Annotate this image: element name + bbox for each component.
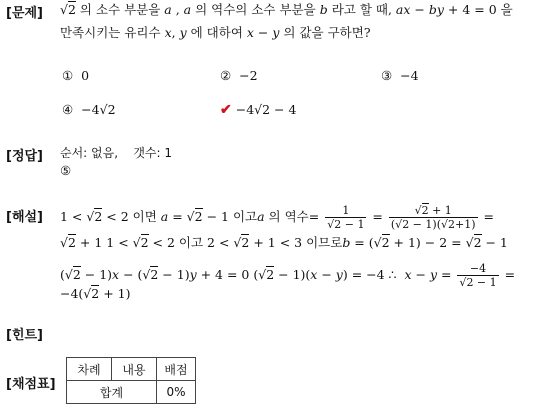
answer-meta (60, 145, 172, 161)
problem-label: [문제] (6, 6, 43, 21)
table-row (67, 381, 196, 404)
option-2[interactable]: ② −2 (220, 68, 258, 83)
problem-text-4: 을 (500, 2, 513, 17)
problem-text-7: 의 값을 구하면? (283, 25, 371, 40)
answer-value: ⑤ (60, 163, 72, 178)
solution-line-2: √2 + 1 1 < √2 < 2 이고 2 < √2 + 1 < 3 이므로b = (√2 + 1) − 2 = √2 − 1 (60, 235, 508, 250)
header-order: 차례 (67, 358, 112, 381)
hint-label: [힌트] (6, 328, 43, 343)
fraction-reciprocal: $\frac{1}{√2 - 1}$ (327, 204, 365, 231)
total-value: 0% (157, 381, 196, 404)
problem-line-1: √2 의 소수 부분을 a , a 의 역수의 소수 부분을 b 라고 할 때, ax − by + 4 = 0 을 (60, 2, 513, 17)
problem-text-5: 만족시키는 유리수 (60, 25, 161, 40)
answer-label: [정답] (6, 149, 43, 164)
score-table (66, 357, 196, 404)
solution-line-3: (√2 − 1)x − (√2 − 1)y + 4 = 0 (√2 − 1)(x − y) = −4 ∴ x − y = $\frac{-4}{√2 - 1}$ = (60, 262, 516, 289)
total-label: 합계 (67, 381, 157, 404)
header-content: 내용 (112, 358, 157, 381)
fraction-result: $\frac{-4}{√2 - 1}$ (459, 262, 497, 289)
checkmark-icon: ✔ (220, 102, 232, 118)
header-points: 배점 (157, 358, 196, 381)
problem-text-2: 의 역수의 소수 부분을 (195, 2, 316, 17)
table-row (67, 358, 196, 381)
answer-count: 갯수: 1 (133, 146, 172, 160)
option-3[interactable]: ③ −4 (381, 68, 419, 83)
problem-text-3: 라고 할 때, (331, 2, 392, 17)
problem-line-2: 만족시키는 유리수 x, y 에 대하여 x − y 의 값을 구하면? (60, 25, 371, 40)
score-label: [채점표] (6, 377, 56, 392)
answer-order: 순서: 없음, (60, 146, 119, 160)
solution-label: [해설] (6, 210, 43, 225)
problem-text-1: 의 소수 부분을 (79, 2, 161, 17)
option-5[interactable]: ✔ −4√2 − 4 (220, 102, 297, 118)
problem-text-6: 에 대하여 (190, 25, 243, 40)
solution-line-1: 1 < √2 < 2 이면 a = √2 − 1 이고a 의 역수= $\frac{1}{√2 - 1}$ = $\frac{√2 + 1}{(√2 - 1)(√2+1)}$ = (60, 204, 494, 231)
fraction-rationalized: $\frac{√2 + 1}{(√2 - 1)(√2+1)}$ (390, 204, 476, 231)
option-4[interactable]: ④ −4√2 (62, 102, 116, 117)
option-1[interactable]: ① 0 (62, 68, 90, 83)
solution-line-4: −4(√2 + 1) (60, 286, 131, 301)
